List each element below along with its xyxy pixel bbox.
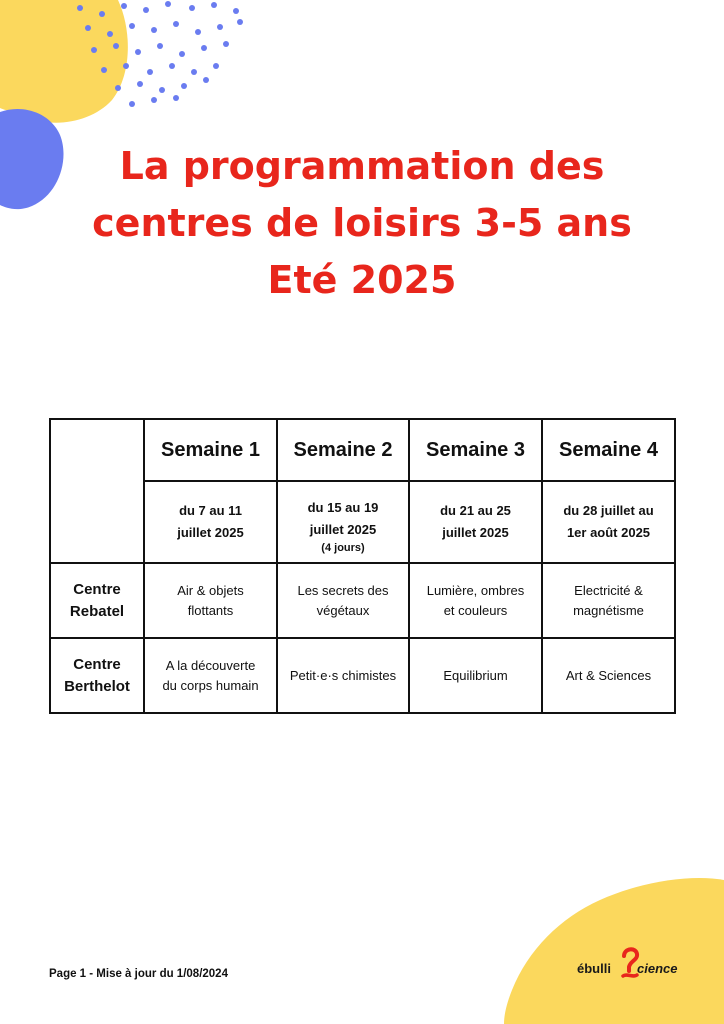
center-name-line: Centre (73, 580, 121, 598)
center-row (50, 638, 675, 713)
week-dates (277, 481, 409, 563)
week-dates (409, 481, 542, 563)
logo-text-part2: cience (637, 961, 678, 976)
activity-line: Petit·e·s chimistes (289, 667, 397, 683)
dates-line: juillet 2025 (309, 522, 377, 537)
activity-line: Air & objets (177, 582, 244, 598)
center-name (50, 563, 144, 638)
dates-line: du 28 juillet au (563, 503, 654, 518)
center-name-line: Rebatel (69, 602, 125, 620)
activity-line: Lumière, ombres (426, 582, 525, 598)
title-line-1: La programmation des (119, 144, 605, 188)
dates-line: du 21 au 25 (440, 503, 511, 518)
week-header: Semaine 1 (144, 419, 277, 481)
dates-line: du 7 au 11 (179, 503, 242, 518)
dates-line: du 15 au 19 (307, 500, 379, 515)
week-dates (542, 481, 675, 563)
week-header: Semaine 4 (542, 419, 675, 481)
activity-cell (144, 638, 277, 713)
activity-line: Equilibrium (443, 667, 508, 683)
yellow-blob-top (0, 0, 128, 123)
activity-cell (277, 638, 409, 713)
activity-cell (542, 638, 675, 713)
center-row (50, 563, 675, 638)
title-line-3: Eté 2025 (267, 258, 457, 302)
center-name (50, 638, 144, 713)
activity-cell (144, 563, 277, 638)
title-line-2: centres de loisirs 3-5 ans (92, 201, 632, 245)
dates-line: 1er août 2025 (566, 525, 651, 540)
activity-line: magnétisme (573, 602, 644, 618)
week-header-row (50, 419, 675, 481)
center-name-line: Berthelot (64, 677, 130, 695)
activity-cell (409, 563, 542, 638)
activity-line: Art & Sciences (565, 667, 652, 683)
empty-corner-cell (50, 419, 144, 563)
schedule-table (49, 418, 676, 714)
activity-line: flottants (187, 602, 234, 618)
activity-cell (277, 563, 409, 638)
activity-line: A la découverte (165, 657, 256, 673)
week-header: Semaine 2 (277, 419, 409, 481)
center-name-line: Centre (73, 655, 121, 673)
page-footer: Page 1 - Mise à jour du 1/08/2024 (49, 968, 228, 980)
activity-line: du corps humain (162, 677, 259, 693)
activity-line: Les secrets des (297, 582, 389, 598)
activity-cell (542, 563, 675, 638)
week-header: Semaine 3 (409, 419, 542, 481)
activity-line: et couleurs (443, 602, 508, 618)
activity-cell (409, 638, 542, 713)
logo-text-part1: ébulli (577, 961, 611, 976)
ebulliscience-logo (577, 944, 693, 990)
activity-line: Electricité & (574, 582, 643, 598)
page-title (0, 138, 724, 309)
week-dates (144, 481, 277, 563)
dates-row (50, 481, 675, 563)
dates-note: (4 jours) (321, 542, 365, 554)
activity-line: végétaux (316, 602, 370, 618)
dates-line: juillet 2025 (442, 525, 509, 540)
dates-line: juillet 2025 (177, 525, 244, 540)
